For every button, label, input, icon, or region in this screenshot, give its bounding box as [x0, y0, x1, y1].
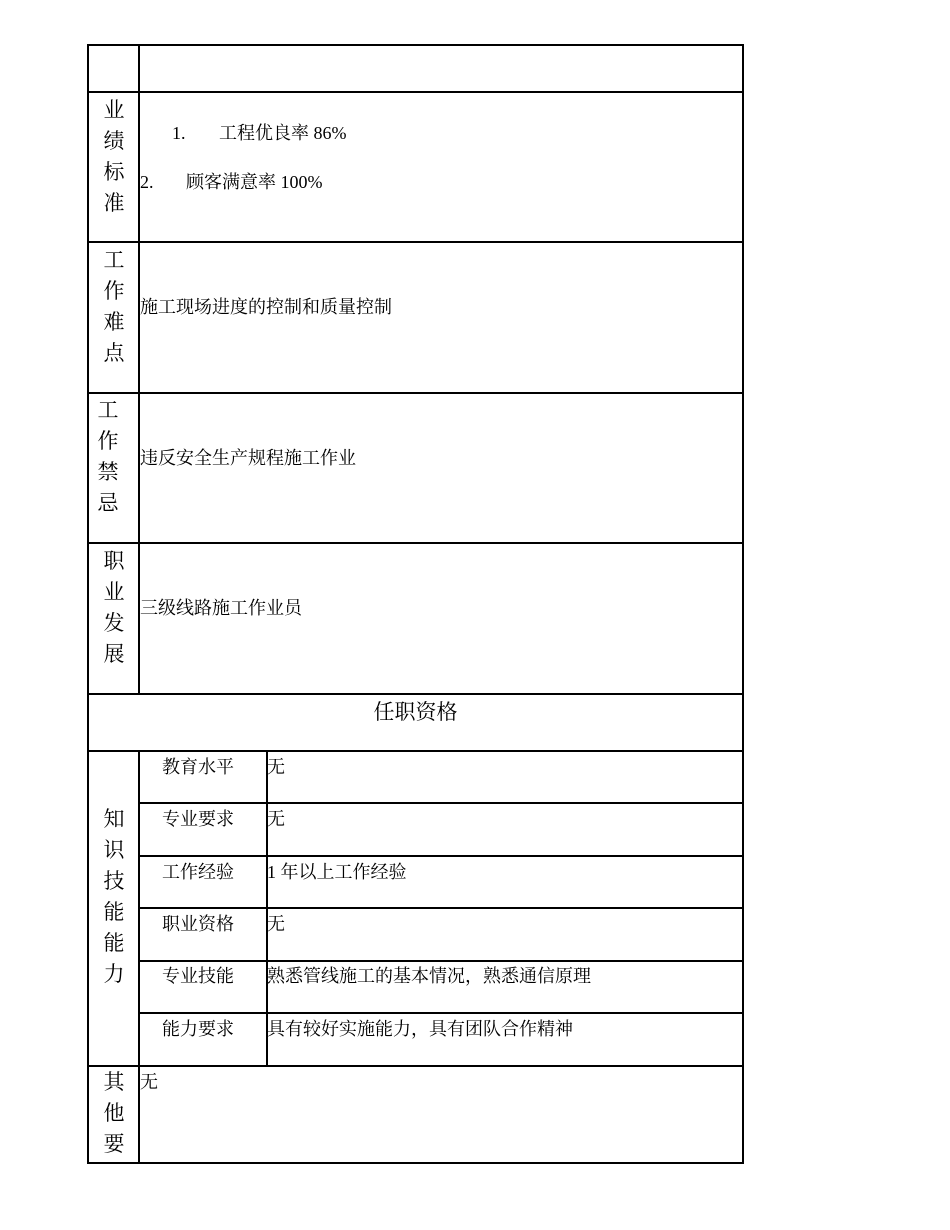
career-development-content: 三级线路施工作业员 [140, 598, 302, 618]
row-separator [87, 542, 744, 544]
knowledge-skills-label: 知 识 技 能 能 力 [103, 807, 125, 986]
work-taboo-content: 违反安全生产规程施工作业 [140, 448, 356, 468]
qualification-item-value: 熟悉管线施工的基本情况，熟悉通信原理 [267, 966, 591, 986]
qualification-item-label: 职业资格 [162, 914, 234, 934]
qualification-item-value: 1 年以上工作经验 [267, 862, 407, 882]
qualification-item-value: 具有较好实施能力，具有团队合作精神 [267, 1019, 573, 1039]
performance-item-2-number: 2. [140, 172, 154, 192]
work-difficulty-content: 施工现场进度的控制和质量控制 [140, 297, 392, 317]
performance-item-1-text: 工程优良率 86% [219, 123, 347, 143]
row-separator [87, 693, 744, 695]
row-separator [87, 91, 744, 93]
qualification-row-separator [138, 855, 744, 857]
table-border-bottom [87, 1162, 744, 1164]
table-border-top [87, 44, 744, 46]
qualification-item-label: 专业技能 [162, 966, 234, 986]
qualification-row-separator [138, 907, 744, 909]
career-development-label: 职 业 发 展 [103, 549, 125, 666]
performance-item-2-text: 顾客满意率 100% [186, 172, 323, 192]
qualification-item-value: 无 [267, 809, 285, 829]
qualification-item-label: 专业要求 [162, 809, 234, 829]
performance-standard-label: 业 绩 标 准 [103, 98, 125, 215]
row-separator [87, 392, 744, 394]
row-separator [87, 750, 744, 752]
other-requirements-content: 无 [140, 1072, 158, 1092]
row-separator [87, 1065, 744, 1067]
qualification-item-label: 教育水平 [162, 757, 234, 777]
row-separator [87, 241, 744, 243]
qualification-row-separator [138, 1012, 744, 1014]
qualification-item-label: 能力要求 [162, 1019, 234, 1039]
work-taboo-label: 工 作 禁 忌 [97, 398, 119, 515]
qualification-item-value: 无 [267, 757, 285, 777]
qualification-row-separator [138, 802, 744, 804]
other-requirements-label: 其 他 要 [103, 1070, 125, 1156]
table-border-right [742, 44, 744, 1164]
work-difficulty-label: 工 作 难 点 [103, 248, 125, 365]
qualification-row-separator [138, 960, 744, 962]
performance-item-1-number: 1. [172, 123, 186, 143]
qualification-item-label: 工作经验 [162, 862, 234, 882]
qualification-item-value: 无 [267, 914, 285, 934]
qualification-section-title: 任职资格 [373, 700, 458, 724]
